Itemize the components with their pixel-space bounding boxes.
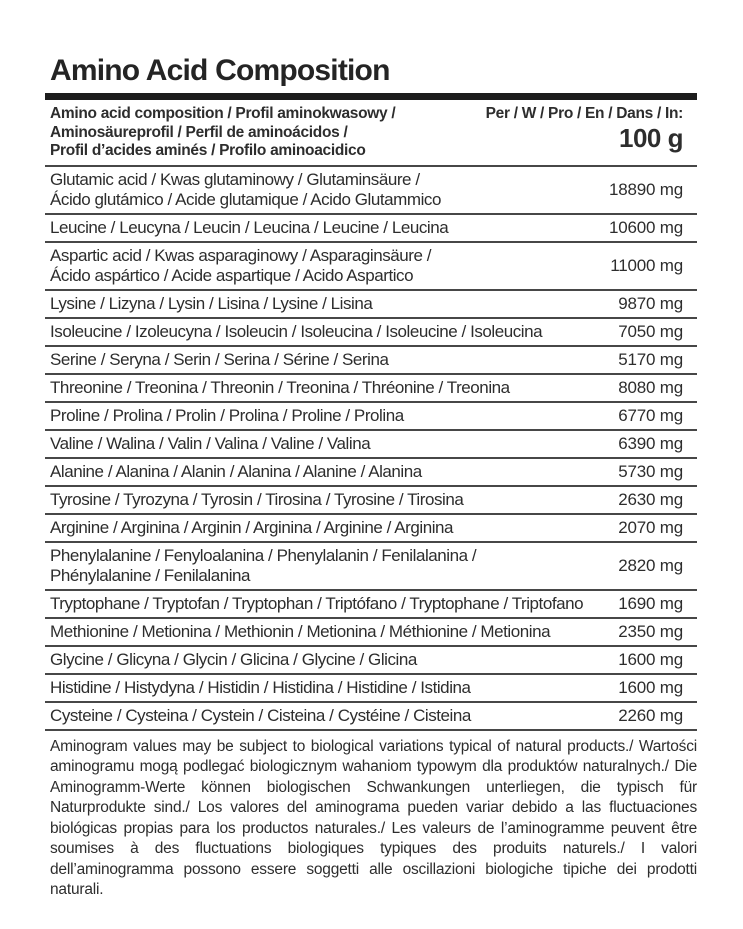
table-row [45,543,697,591]
amino-acid-names [50,406,404,426]
amino-acid-amount: 2820 mg [618,555,683,575]
table-header-per [486,105,697,153]
amino-acid-names [50,378,510,398]
footnote: Aminogram values may be subject to biological variations typical of natural products./ Wartości aminogramu mogą podlegać biologicznym wahaniom typowym dla produktów naturalnych./ Die Aminogramm-Werte können biologischen Schwankungen unterliegen, die typisch für Naturprodukte sind./ Los valores del aminograma pueden variar debido a las fluctuaciones biológicas propias para los productos naturales./ Les valeurs de l’aminogramme peuvent être soumises à des fluctuations biologiques typiques des produits naturels./ I valori dell’aminogramma possono essere soggetti alle oscillazioni biologiche tipiche dei prodotti naturali. [50,737,697,898]
amino-acid-names [50,546,476,586]
table-row [45,319,697,347]
amino-acid-names [50,490,463,510]
amino-acid-name-line: Phenylalanine / Fenyloalanina / Phenylalanin / Fenilalanina / [50,545,477,565]
amino-acid-names [50,434,370,454]
table-header-names [50,105,395,161]
amino-acid-amount: 11000 mg [610,255,683,275]
table-row [45,403,697,431]
table-row [45,619,697,647]
amino-acid-amount: 2070 mg [618,517,683,537]
amino-acid-amount: 2260 mg [618,705,683,725]
table-header-row [45,100,697,167]
amino-acid-name-line: Lysine / Lizyna / Lysin / Lisina / Lysine / Lisina [50,293,373,313]
label-sheet [45,55,697,901]
table-header-names-line: Amino acid composition / Profil aminokwasowy / [50,105,396,122]
amino-acid-name-line: Cysteine / Cysteina / Cystein / Cisteina / Cystéine / Cisteina [50,705,471,725]
amino-acid-table [45,100,697,731]
amino-acid-amount: 6770 mg [618,405,683,425]
amino-acid-name-line: Histidine / Histydyna / Histidin / Histidina / Histidine / Istidina [50,677,471,697]
amino-acid-amount: 8080 mg [618,377,683,397]
amino-acid-name-line: Threonine / Treonina / Threonin / Treonina / Thréonine / Treonina [50,377,510,397]
amino-acid-amount: 5170 mg [618,349,683,369]
title-divider-bar [45,93,697,100]
amino-acid-name-line: Serine / Seryna / Serin / Serina / Sérine / Serina [50,349,389,369]
amino-acid-names [50,518,453,538]
table-row [45,215,697,243]
table-row [45,703,697,731]
amino-acid-name-line: Arginine / Arginina / Arginin / Arginina / Arginine / Arginina [50,517,454,537]
amino-acid-name-line: Phénylalanine / Fenilalanina [50,565,251,585]
table-row [45,167,697,215]
amino-acid-names [50,218,448,238]
table-row [45,487,697,515]
amino-acid-names [50,678,471,698]
amino-acid-amount: 1690 mg [618,593,683,613]
per-serving-amount: 100 g [619,123,683,153]
table-row [45,591,697,619]
amino-acid-amount: 9870 mg [618,293,683,313]
amino-acid-names [50,350,388,370]
amino-acid-amount: 7050 mg [618,321,683,341]
table-header-names-line: Profil d’acides aminés / Profilo aminoacidico [50,142,366,159]
amino-acid-name-line: Leucine / Leucyna / Leucin / Leucina / Leucine / Leucina [50,217,449,237]
amino-acid-names [50,170,441,210]
amino-acid-name-line: Ácido glutámico / Acide glutamique / Acido Glutammico [50,189,441,209]
table-row [45,647,697,675]
table-row [45,347,697,375]
table-body [45,167,697,731]
amino-acid-amount: 2350 mg [618,621,683,641]
amino-acid-names [50,706,471,726]
table-row [45,515,697,543]
amino-acid-name-line: Methionine / Metionina / Methionin / Metionina / Méthionine / Metionina [50,621,551,641]
table-row [45,459,697,487]
amino-acid-amount: 1600 mg [618,677,683,697]
amino-acid-names [50,594,583,614]
table-row [45,431,697,459]
amino-acid-name-line: Aspartic acid / Kwas asparaginowy / Asparaginsäure / [50,245,432,265]
amino-acid-names [50,294,372,314]
amino-acid-names [50,462,422,482]
amino-acid-names [50,650,417,670]
amino-acid-name-line: Isoleucine / Izoleucyna / Isoleucin / Isoleucina / Isoleucine / Isoleucina [50,321,543,341]
amino-acid-amount: 6390 mg [618,433,683,453]
amino-acid-name-line: Glutamic acid / Kwas glutaminowy / Glutaminsäure / [50,169,420,189]
table-row [45,375,697,403]
amino-acid-names [50,322,542,342]
table-header-names-line: Aminosäureprofil / Perfil de aminoácidos / [50,123,348,141]
amino-acid-name-line: Valine / Walina / Valin / Valina / Valine / Valina [50,433,371,453]
amino-acid-amount: 2630 mg [618,489,683,509]
amino-acid-name-line: Alanine / Alanina / Alanin / Alanina / Alanine / Alanina [50,461,422,481]
per-serving-label: Per / W / Pro / En / Dans / In: [485,105,683,122]
amino-acid-amount: 10600 mg [608,217,683,237]
amino-acid-name-line: Proline / Prolina / Prolin / Prolina / Proline / Prolina [50,405,404,425]
amino-acid-names [50,622,550,642]
amino-acid-name-line: Tryptophane / Tryptofan / Tryptophan / Triptófano / Tryptophane / Triptofano [50,593,584,613]
amino-acid-name-line: Tyrosine / Tyrozyna / Tyrosin / Tirosina / Tyrosine / Tirosina [50,489,464,509]
page-title: Amino Acid Composition [50,54,390,87]
amino-acid-amount: 18890 mg [608,179,683,199]
table-row [45,243,697,291]
table-row [45,675,697,703]
table-row [45,291,697,319]
amino-acid-amount: 1600 mg [618,649,683,669]
amino-acid-names [50,246,431,286]
amino-acid-name-line: Ácido aspártico / Acide aspartique / Acido Aspartico [50,265,414,285]
amino-acid-name-line: Glycine / Glicyna / Glycin / Glicina / Glycine / Glicina [50,649,417,669]
amino-acid-amount: 5730 mg [618,461,683,481]
